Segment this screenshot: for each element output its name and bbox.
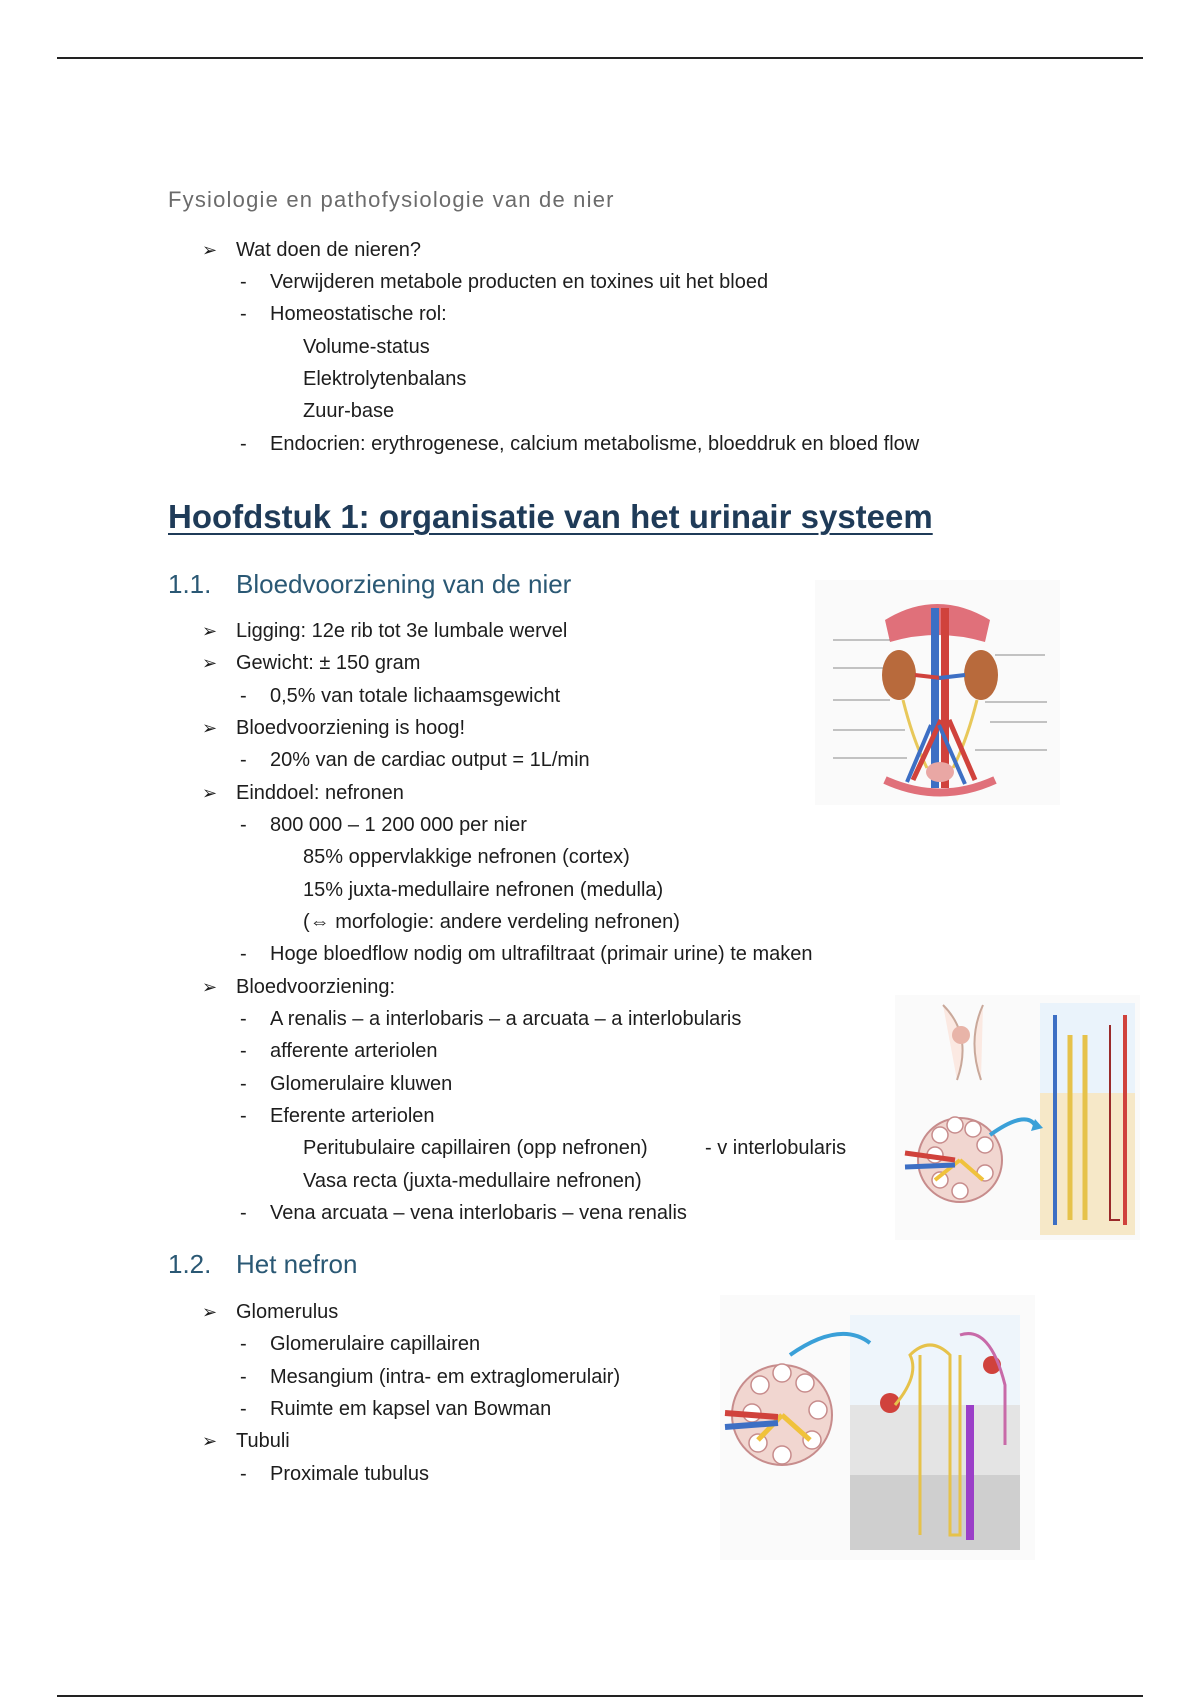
list-item-note: - v interlobularis — [705, 1137, 847, 1159]
arrow-bullet-icon: ➢ — [202, 240, 218, 260]
bottom-rule — [57, 1695, 1143, 1697]
section-heading-1-1: 1.1. Bloedvoorziening van de nier — [168, 569, 572, 599]
list-item: Elektrolytenbalans — [303, 368, 467, 390]
arrow-bullet-icon: ➢ — [202, 977, 218, 997]
list-item: Peritubulaire capillairen (opp nefronen) — [303, 1137, 648, 1159]
list-item: (⇔ morfologie: andere verdeling nefronen) — [303, 911, 680, 933]
list-item: Vasa recta (juxta-medullaire nefronen) — [303, 1170, 642, 1192]
renal-blood-supply-figure — [895, 995, 1140, 1240]
nephron-figure — [720, 1295, 1035, 1560]
arrow-bullet-icon: ➢ — [202, 718, 218, 738]
page-subtitle: Fysiologie en pathofysiologie van de nier — [168, 187, 615, 212]
arrow-bullet-icon: ➢ — [202, 1302, 218, 1322]
top-rule — [57, 57, 1143, 59]
list-item: 85% oppervlakkige nefronen (cortex) — [303, 846, 630, 868]
list-item: Zuur-base — [303, 400, 395, 422]
arrow-bullet-icon: ➢ — [202, 783, 218, 803]
chapter-heading: Hoofdstuk 1: organisatie van het urinair systeem — [168, 498, 933, 535]
list-item: 15% juxta-medullaire nefronen (medulla) — [303, 879, 664, 901]
arrow-bullet-icon: ➢ — [202, 653, 218, 673]
urinary-system-figure — [815, 580, 1060, 805]
section-heading-1-2: 1.2. Het nefron — [168, 1249, 358, 1279]
arrow-bullet-icon: ➢ — [202, 621, 218, 641]
arrow-bullet-icon: ➢ — [202, 1431, 218, 1451]
list-item: Volume-status — [303, 336, 430, 358]
